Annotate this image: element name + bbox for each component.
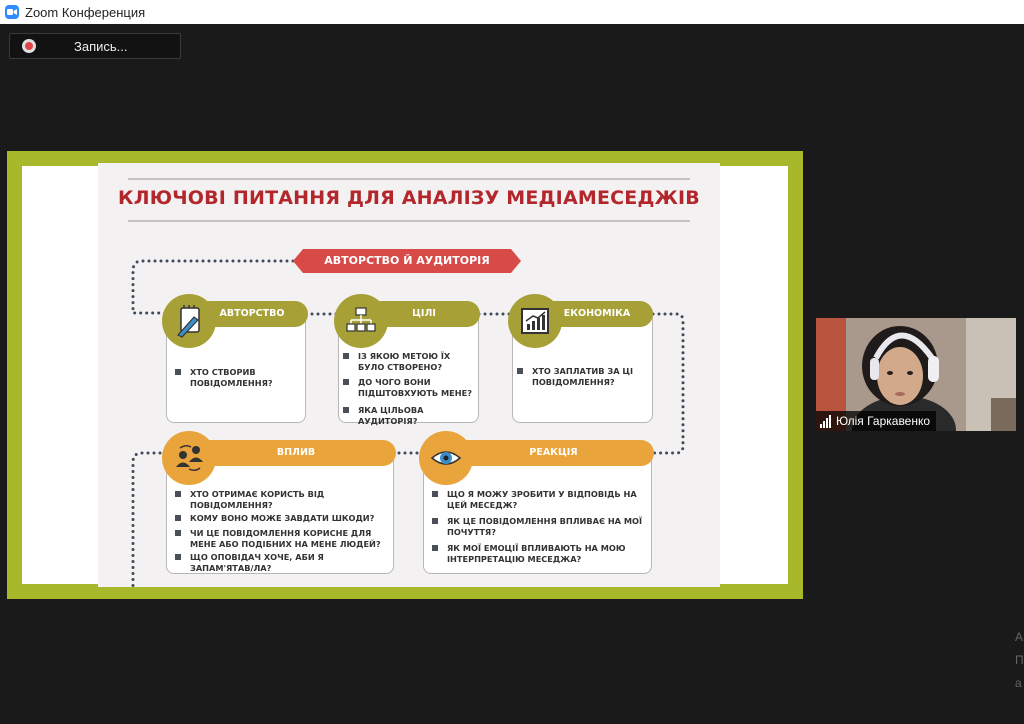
hierarchy-icon xyxy=(334,294,388,348)
section-banner-label: АВТОРСТВО Й АУДИТОРІЯ xyxy=(324,254,490,267)
side-text: а xyxy=(1015,676,1022,690)
participant-name: Юлія Гаркавенко xyxy=(836,414,931,428)
meeting-stage xyxy=(0,24,1024,724)
card-reaction-item: ЩО Я МОЖУ ЗРОБИТИ У ВІДПОВІДЬ НА ЦЕЙ МЕСЕДЖ? xyxy=(447,489,643,511)
presentation-slide xyxy=(98,163,720,587)
recording-label: Запись... xyxy=(74,38,128,54)
recording-button[interactable] xyxy=(9,33,181,59)
card-reaction-item: ЯК МОЇ ЕМОЦІЇ ВПЛИВАЮТЬ НА МОЮ ІНТЕРПРЕТАЦІЮ МЕСЕДЖА? xyxy=(447,543,643,565)
shared-screen-content xyxy=(22,166,788,584)
zoom-camera-icon xyxy=(5,5,19,19)
card-influence-item: ЩО ОПОВІДАЧ ХОЧЕ, АБИ Я ЗАПАМ'ЯТАВ/ЛА? xyxy=(190,552,386,574)
participant-video[interactable] xyxy=(816,318,1016,431)
section-banner xyxy=(293,249,521,273)
card-influence-item: ЧИ ЦЕ ПОВІДОМЛЕННЯ КОРИСНЕ ДЛЯ МЕНЕ АБО ПОДІБНИХ НА МЕНЕ ЛЮДЕЙ? xyxy=(190,528,386,550)
slide-title: КЛЮЧОВІ ПИТАННЯ ДЛЯ АНАЛІЗУ МЕДІАМЕСЕДЖІВ xyxy=(118,187,700,209)
window-title: Zoom Конференция xyxy=(25,4,146,20)
growth-chart-icon xyxy=(508,294,562,348)
title-bar xyxy=(0,0,1024,24)
side-text: А xyxy=(1015,630,1024,644)
card-authorship-label: АВТОРСТВО xyxy=(196,301,308,327)
card-influence-item: ХТО ОТРИМАЄ КОРИСТЬ ВІД ПОВІДОМЛЕННЯ? xyxy=(190,489,386,511)
side-text: П xyxy=(1015,653,1024,667)
card-influence-item: КОМУ ВОНО МОЖЕ ЗАВДАТИ ШКОДИ? xyxy=(190,513,386,524)
notepad-pen-icon xyxy=(162,294,216,348)
shared-screen xyxy=(7,151,803,599)
people-exchange-icon xyxy=(162,431,216,485)
eye-icon xyxy=(419,431,473,485)
card-economy-item: ХТО ЗАПЛАТИВ ЗА ЦІ ПОВІДОМЛЕННЯ? xyxy=(532,366,646,388)
card-goals-item: ДО ЧОГО ВОНИ ПІДШТОВХУЮТЬ МЕНЕ? xyxy=(358,377,474,399)
card-goals-label: ЦІЛІ xyxy=(368,301,480,327)
card-authorship-item: ХТО СТВОРИВ ПОВІДОМЛЕННЯ? xyxy=(190,367,298,389)
card-influence-label: ВПЛИВ xyxy=(196,440,396,466)
participant-name-tag xyxy=(816,411,936,431)
card-economy-label: ЕКОНОМІКА xyxy=(541,301,653,327)
signal-strength-icon xyxy=(820,415,831,428)
card-goals-item: ІЗ ЯКОЮ МЕТОЮ ЇХ БУЛО СТВОРЕНО? xyxy=(358,351,474,373)
card-goals-item: ЯКА ЦІЛЬОВА АУДИТОРІЯ? xyxy=(358,405,474,427)
record-icon xyxy=(22,39,36,53)
card-reaction-item: ЯК ЦЕ ПОВІДОМЛЕННЯ ВПЛИВАЄ НА МОЇ ПОЧУТТЯ? xyxy=(447,516,643,537)
card-reaction-label: РЕАКЦІЯ xyxy=(453,440,654,466)
